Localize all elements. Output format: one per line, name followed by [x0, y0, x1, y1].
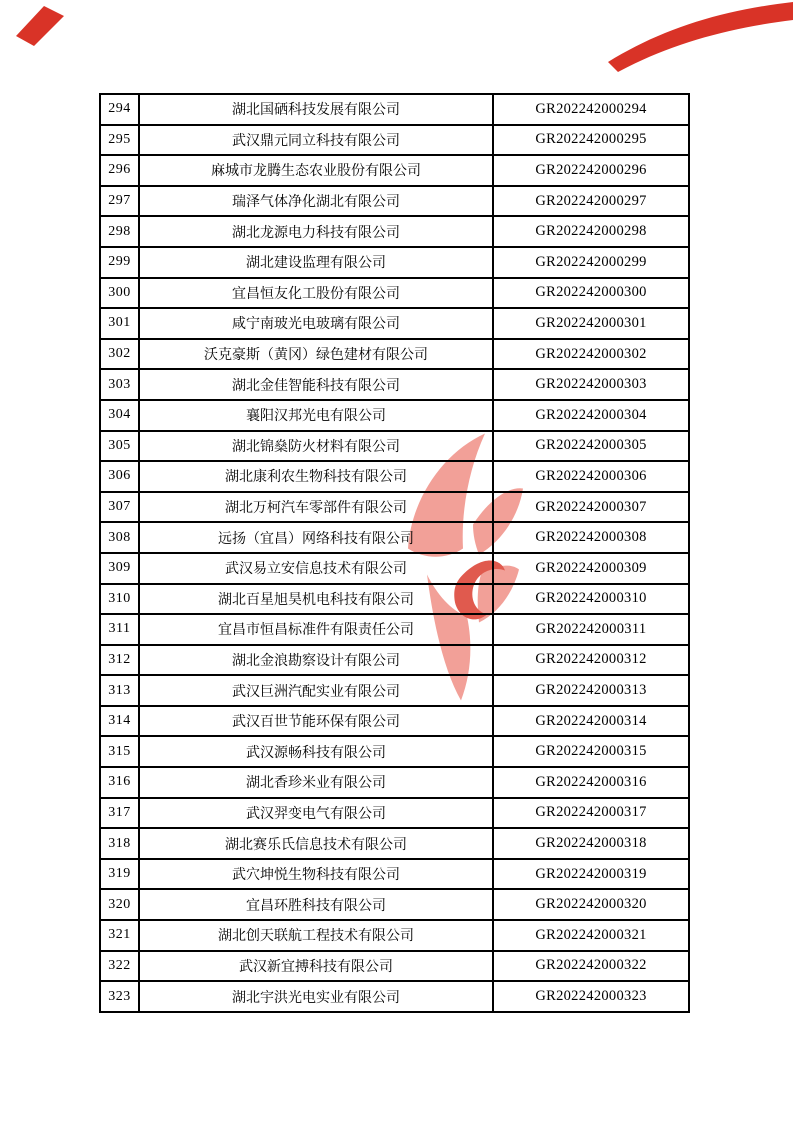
company-name: 湖北金佳智能科技有限公司 [139, 369, 493, 400]
company-name: 宜昌市恒昌标准件有限责任公司 [139, 614, 493, 645]
table-row [100, 492, 689, 523]
certificate-number: GR202242000313 [493, 675, 689, 706]
certificate-number: GR202242000302 [493, 339, 689, 370]
row-index: 319 [100, 859, 139, 890]
certificate-number: GR202242000311 [493, 614, 689, 645]
top-right-red-swoosh-fragment-icon [608, 0, 793, 72]
company-name: 湖北龙源电力科技有限公司 [139, 216, 493, 247]
certificate-number: GR202242000322 [493, 951, 689, 982]
company-name: 瑞泽气体净化湖北有限公司 [139, 186, 493, 217]
certificate-number: GR202242000304 [493, 400, 689, 431]
row-index: 302 [100, 339, 139, 370]
certificate-number: GR202242000310 [493, 584, 689, 615]
row-index: 300 [100, 278, 139, 309]
table-row [100, 278, 689, 309]
row-index: 308 [100, 522, 139, 553]
certificate-number: GR202242000319 [493, 859, 689, 890]
company-table-body [100, 94, 689, 1012]
table-row [100, 614, 689, 645]
company-name: 湖北建设监理有限公司 [139, 247, 493, 278]
certificate-number: GR202242000318 [493, 828, 689, 859]
row-index: 320 [100, 889, 139, 920]
row-index: 310 [100, 584, 139, 615]
row-index: 306 [100, 461, 139, 492]
table-row [100, 981, 689, 1012]
company-name: 湖北宇洪光电实业有限公司 [139, 981, 493, 1012]
row-index: 294 [100, 94, 139, 125]
certificate-number: GR202242000315 [493, 736, 689, 767]
table-row [100, 522, 689, 553]
certificate-number: GR202242000306 [493, 461, 689, 492]
company-name: 湖北创天联航工程技术有限公司 [139, 920, 493, 951]
company-name: 湖北香珍米业有限公司 [139, 767, 493, 798]
row-index: 303 [100, 369, 139, 400]
certificate-number: GR202242000295 [493, 125, 689, 156]
table-row [100, 584, 689, 615]
row-index: 307 [100, 492, 139, 523]
certificate-number: GR202242000312 [493, 645, 689, 676]
table-row [100, 155, 689, 186]
row-index: 315 [100, 736, 139, 767]
certificate-number: GR202242000298 [493, 216, 689, 247]
company-table [99, 93, 690, 1013]
row-index: 316 [100, 767, 139, 798]
table-row [100, 125, 689, 156]
row-index: 321 [100, 920, 139, 951]
row-index: 305 [100, 431, 139, 462]
company-name: 湖北赛乐氏信息技术有限公司 [139, 828, 493, 859]
table-row [100, 369, 689, 400]
table-row [100, 186, 689, 217]
table-row [100, 889, 689, 920]
row-index: 295 [100, 125, 139, 156]
certificate-number: GR202242000321 [493, 920, 689, 951]
row-index: 322 [100, 951, 139, 982]
certificate-number: GR202242000308 [493, 522, 689, 553]
table-row [100, 706, 689, 737]
row-index: 309 [100, 553, 139, 584]
table-row [100, 951, 689, 982]
company-name: 武穴坤悦生物科技有限公司 [139, 859, 493, 890]
certificate-number: GR202242000309 [493, 553, 689, 584]
company-name: 宜昌环胜科技有限公司 [139, 889, 493, 920]
company-name: 武汉易立安信息技术有限公司 [139, 553, 493, 584]
table-row [100, 767, 689, 798]
row-index: 318 [100, 828, 139, 859]
company-name: 武汉鼎元同立科技有限公司 [139, 125, 493, 156]
table-row [100, 216, 689, 247]
certificate-number: GR202242000317 [493, 798, 689, 829]
row-index: 304 [100, 400, 139, 431]
row-index: 298 [100, 216, 139, 247]
company-name: 宜昌恒友化工股份有限公司 [139, 278, 493, 309]
table-row [100, 339, 689, 370]
row-index: 317 [100, 798, 139, 829]
company-name: 武汉巨洲汽配实业有限公司 [139, 675, 493, 706]
certificate-number: GR202242000314 [493, 706, 689, 737]
row-index: 314 [100, 706, 139, 737]
row-index: 312 [100, 645, 139, 676]
certificate-number: GR202242000305 [493, 431, 689, 462]
row-index: 311 [100, 614, 139, 645]
certificate-number: GR202242000303 [493, 369, 689, 400]
company-name: 远扬（宜昌）网络科技有限公司 [139, 522, 493, 553]
table-row [100, 461, 689, 492]
table-row [100, 675, 689, 706]
company-name: 武汉源畅科技有限公司 [139, 736, 493, 767]
certificate-number: GR202242000323 [493, 981, 689, 1012]
table-row [100, 920, 689, 951]
company-name: 湖北万柯汽车零部件有限公司 [139, 492, 493, 523]
table-row [100, 400, 689, 431]
table-row [100, 798, 689, 829]
company-name: 湖北百星旭昊机电科技有限公司 [139, 584, 493, 615]
top-left-red-ribbon-fragment-icon [14, 4, 66, 48]
certificate-number: GR202242000301 [493, 308, 689, 339]
table-row [100, 645, 689, 676]
certificate-number: GR202242000294 [493, 94, 689, 125]
company-name: 武汉百世节能环保有限公司 [139, 706, 493, 737]
certificate-number: GR202242000316 [493, 767, 689, 798]
certificate-number: GR202242000300 [493, 278, 689, 309]
certificate-number: GR202242000296 [493, 155, 689, 186]
row-index: 313 [100, 675, 139, 706]
company-name: 沃克豪斯（黄冈）绿色建材有限公司 [139, 339, 493, 370]
table-row [100, 859, 689, 890]
certificate-number: GR202242000307 [493, 492, 689, 523]
company-name: 湖北国硒科技发展有限公司 [139, 94, 493, 125]
row-index: 323 [100, 981, 139, 1012]
row-index: 301 [100, 308, 139, 339]
company-name: 武汉羿变电气有限公司 [139, 798, 493, 829]
table-row [100, 247, 689, 278]
company-name: 襄阳汉邦光电有限公司 [139, 400, 493, 431]
row-index: 296 [100, 155, 139, 186]
table-row [100, 828, 689, 859]
table-row [100, 94, 689, 125]
certificate-number: GR202242000320 [493, 889, 689, 920]
company-name: 咸宁南玻光电玻璃有限公司 [139, 308, 493, 339]
row-index: 297 [100, 186, 139, 217]
certificate-number: GR202242000297 [493, 186, 689, 217]
company-name: 麻城市龙腾生态农业股份有限公司 [139, 155, 493, 186]
certificate-number: GR202242000299 [493, 247, 689, 278]
company-name: 湖北康利农生物科技有限公司 [139, 461, 493, 492]
company-name: 湖北锦燊防火材料有限公司 [139, 431, 493, 462]
table-row [100, 308, 689, 339]
table-row [100, 736, 689, 767]
table-row [100, 553, 689, 584]
table-row [100, 431, 689, 462]
company-name: 武汉新宜搏科技有限公司 [139, 951, 493, 982]
company-name: 湖北金浪勘察设计有限公司 [139, 645, 493, 676]
row-index: 299 [100, 247, 139, 278]
